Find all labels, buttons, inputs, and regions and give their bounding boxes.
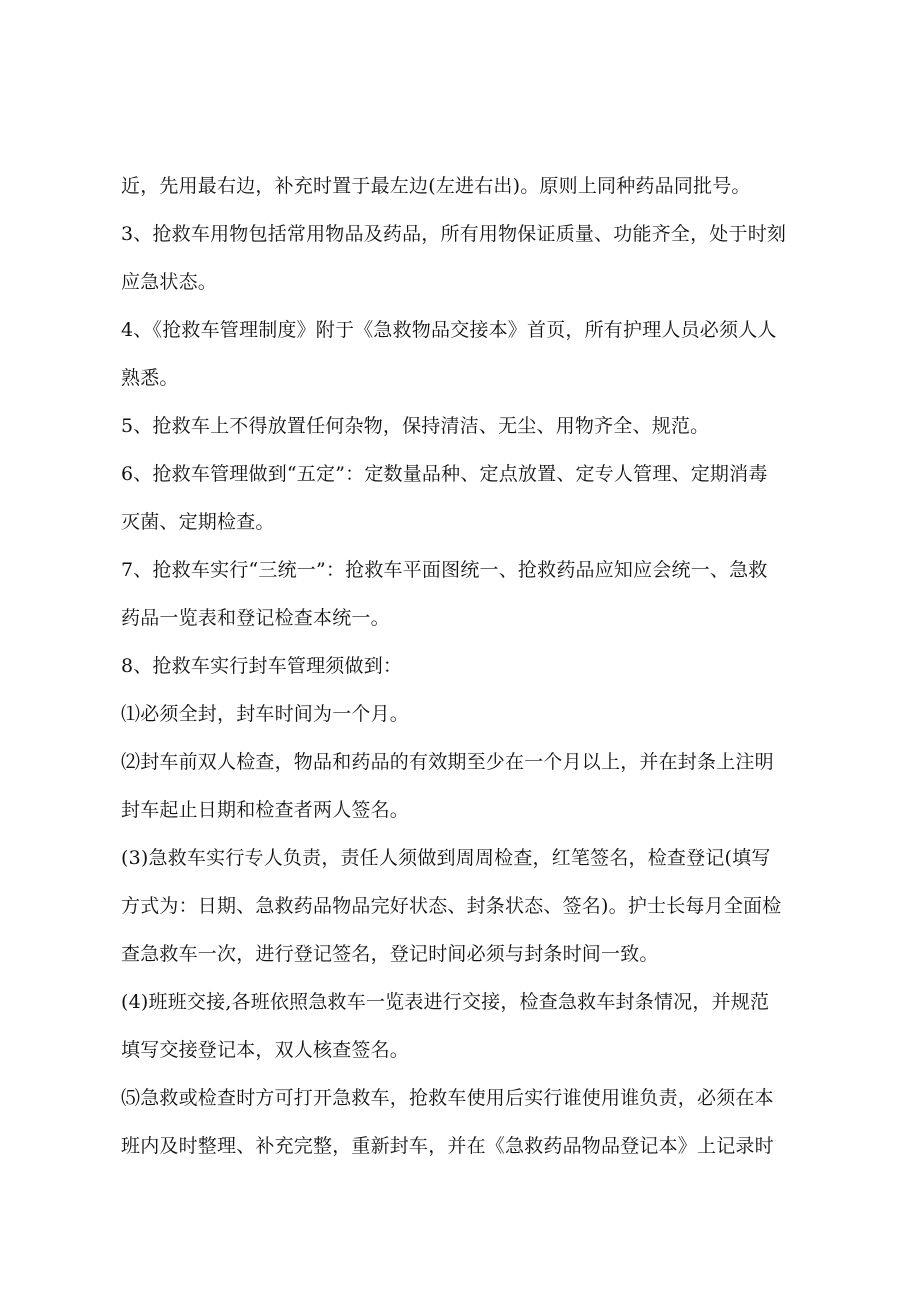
text-line: (3)急救车实行专人负责，责任人须做到周周检查，红笔签名，检查登记(填写 <box>121 847 771 869</box>
document-body <box>121 162 811 1170</box>
text-line: 应急状态。 <box>121 271 218 293</box>
text-line: 药品一览表和登记检查本统一。 <box>121 607 390 629</box>
text-line: 4、《抢救车管理制度》附于《急救物品交接本》首页，所有护理人员必须人人 <box>121 319 777 341</box>
text-line: ⑸急救或检查时方可打开急救车，抢救车使用后实行谁使用谁负责，必须在本 <box>121 1087 774 1109</box>
text-line: 熟悉。 <box>121 367 179 389</box>
text-line: 灭菌、定期检查。 <box>121 511 275 533</box>
text-line: 方式为：日期、急救药品物品完好状态、封条状态、签名)。护士长每月全面检 <box>121 895 782 917</box>
text-line: 封车起止日期和检查者两人签名。 <box>121 799 410 821</box>
text-line: 3、抢救车用物包括常用物品及药品，所有用物保证质量、功能齐全，处于时刻 <box>121 223 787 245</box>
text-line: ⑵封车前双人检查，物品和药品的有效期至少在一个月以上，并在封条上注明 <box>121 751 774 773</box>
text-line: (4)班班交接,各班依照急救车一览表进行交接，检查急救车封条情况，并规范 <box>121 991 770 1013</box>
text-line: 近，先用最右边，补充时置于最左边(左进右出)。原则上同种药品同批号。 <box>121 175 751 197</box>
text-line: 5、抢救车上不得放置任何杂物，保持清洁、无尘、用物齐全、规范。 <box>121 415 710 437</box>
text-line: ⑴必须全封，封车时间为一个月。 <box>121 703 410 725</box>
text-line: 7、抢救车实行“三统一”：抢救车平面图统一、抢救药品应知应会统一、急救 <box>121 559 768 581</box>
text-line: 填写交接登记本，双人核查签名。 <box>121 1039 410 1061</box>
text-line: 班内及时整理、补充完整，重新封车，并在《急救药品物品登记本》上记录时 <box>121 1135 774 1157</box>
text-line: 6、抢救车管理做到“五定”：定数量品种、定点放置、定专人管理、定期消毒 <box>121 463 768 485</box>
text-line: 8、抢救车实行封车管理须做到： <box>121 655 403 677</box>
text-line: 查急救车一次，进行登记签名，登记时间必须与封条时间一致。 <box>121 943 659 965</box>
